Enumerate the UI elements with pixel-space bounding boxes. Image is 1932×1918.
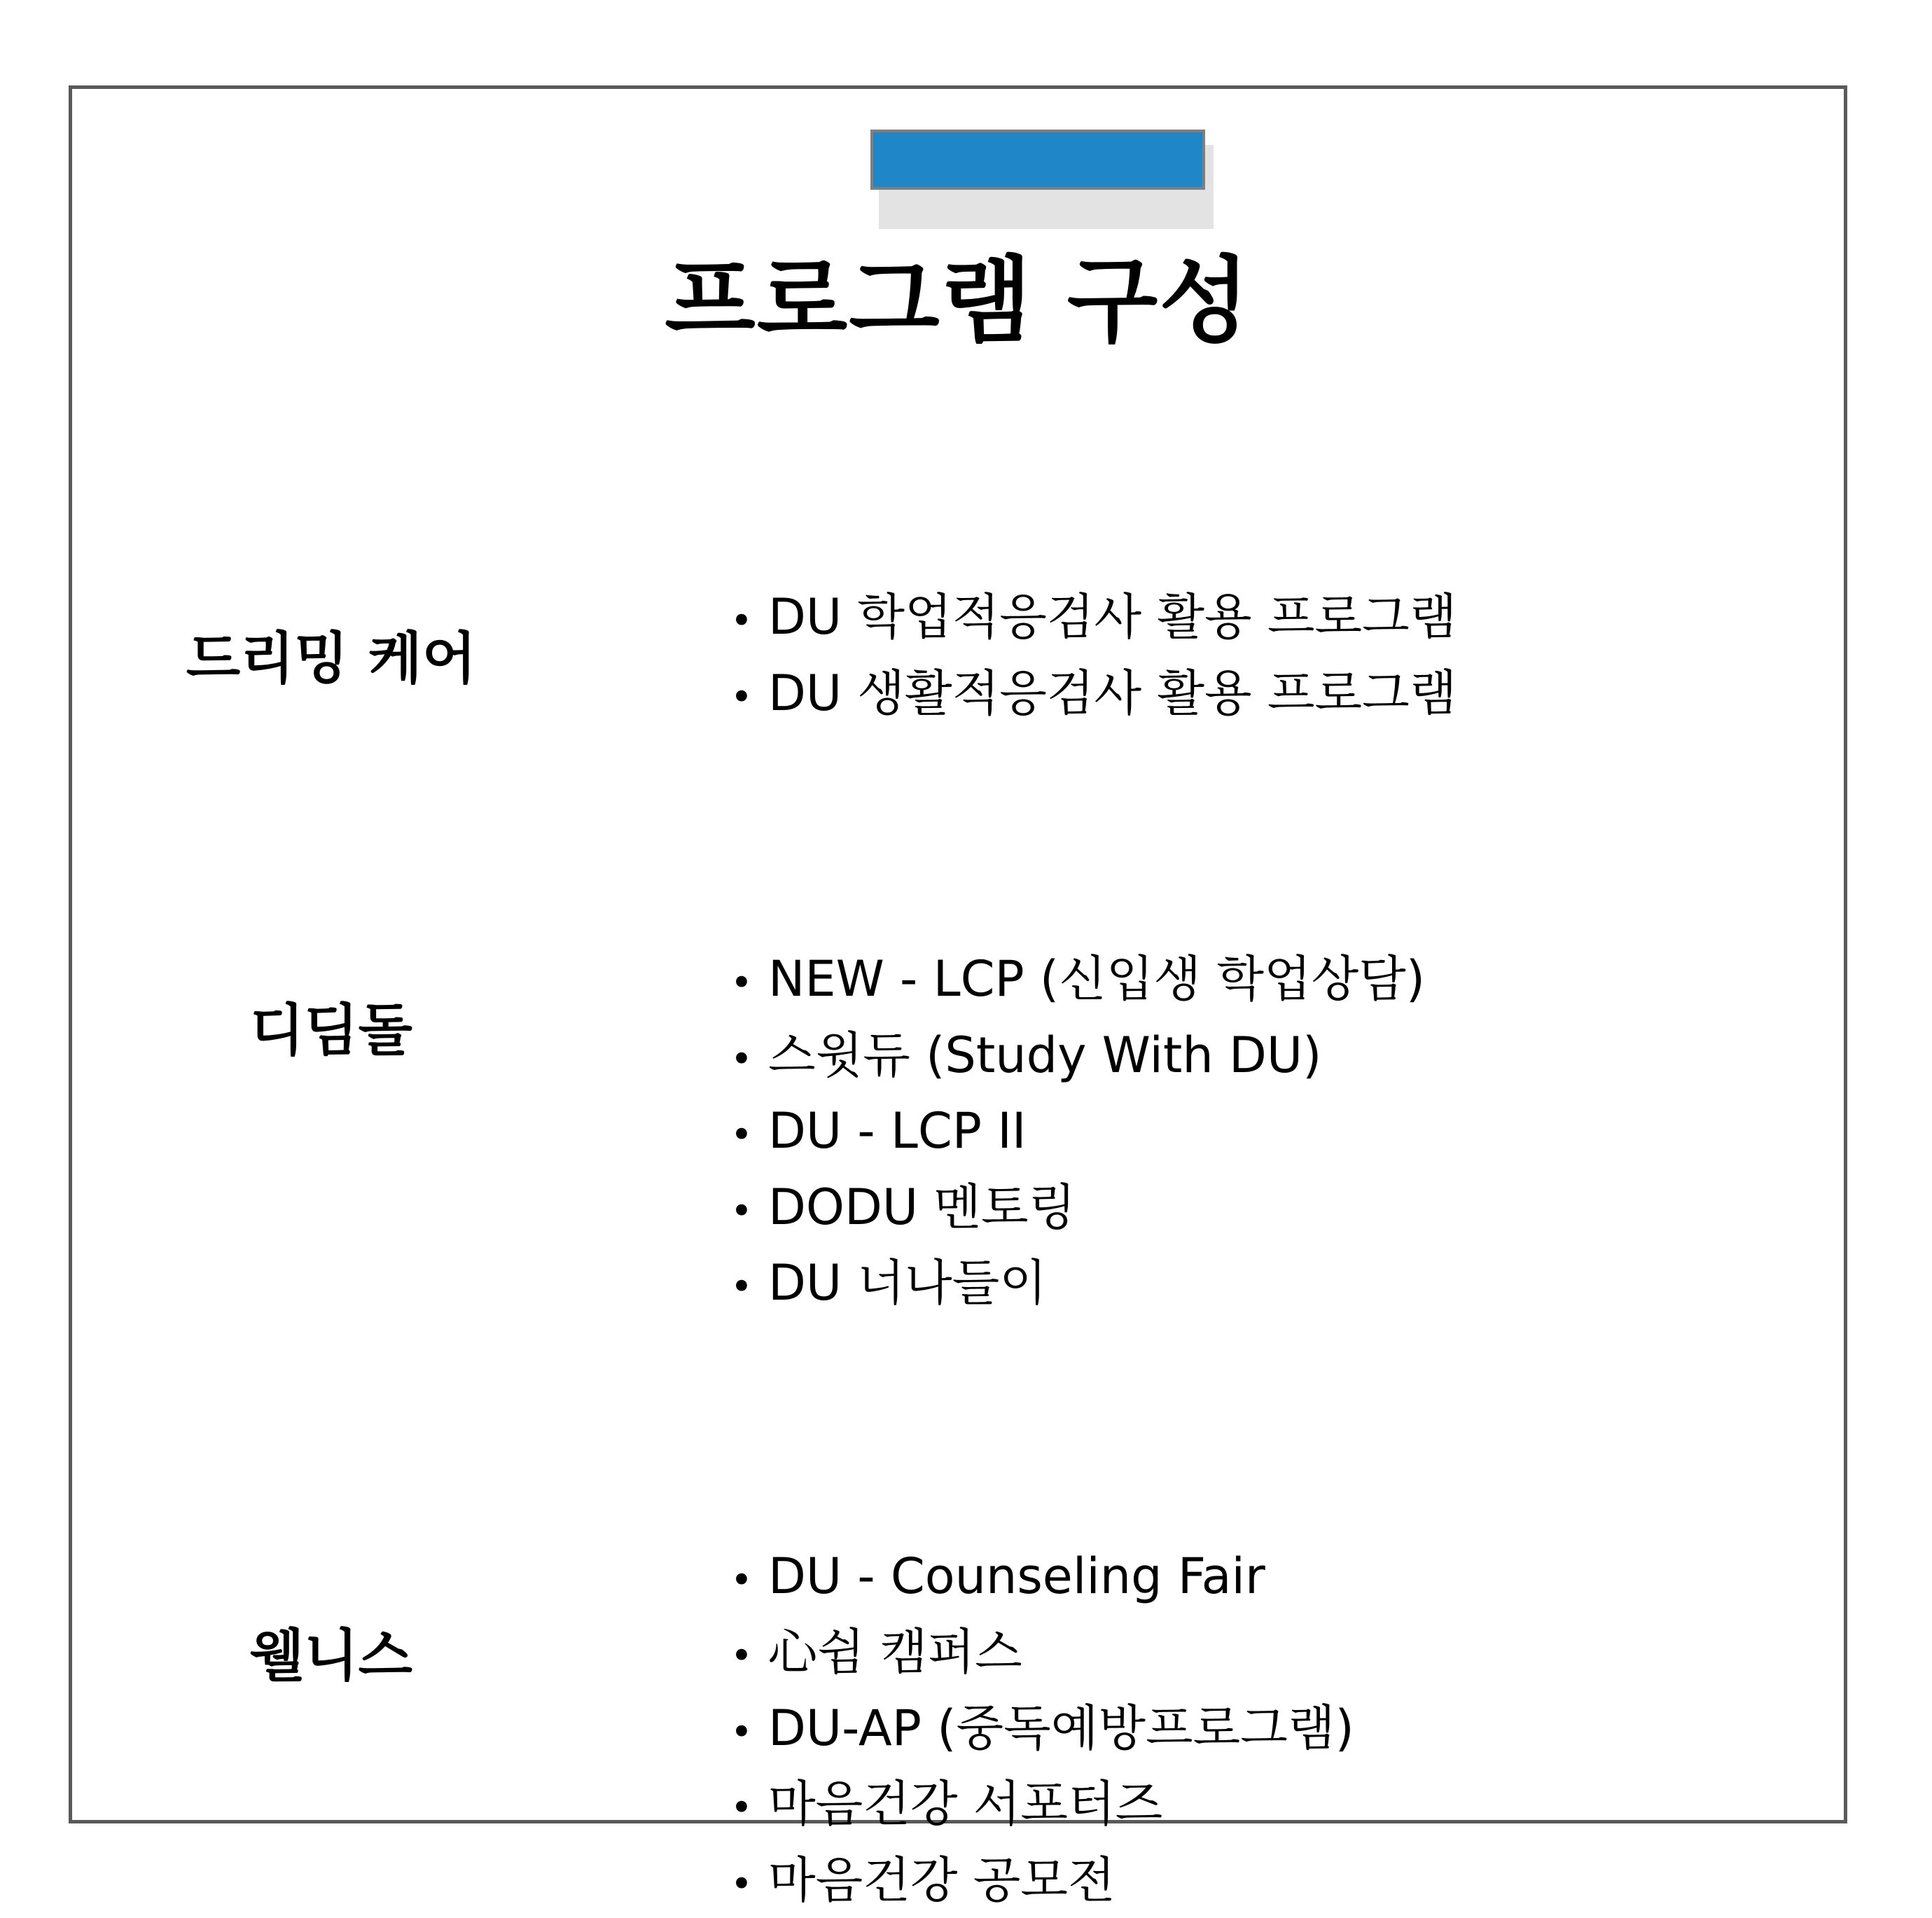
list-item bbox=[730, 1538, 1844, 1615]
list-item bbox=[730, 1245, 1844, 1321]
group-items-didimdol bbox=[618, 941, 1844, 1321]
list-item-label: DU - Counseling Fair bbox=[768, 1538, 1265, 1615]
list-item bbox=[730, 1017, 1844, 1094]
program-group-wellness bbox=[72, 1538, 1844, 1918]
tab-chip bbox=[870, 130, 1205, 190]
group-items-wellness bbox=[618, 1538, 1844, 1918]
bullet-icon: • bbox=[730, 1703, 768, 1762]
slide-frame bbox=[69, 85, 1847, 1823]
list-item bbox=[730, 1842, 1844, 1918]
bullet-icon: • bbox=[730, 1182, 768, 1241]
bullet-icon: • bbox=[730, 1106, 768, 1165]
bullet-icon: • bbox=[730, 1258, 768, 1316]
list-item-label: DU 학업적응검사 활용 프로그램 bbox=[768, 579, 1457, 655]
list-item-label: DU - LCP II bbox=[768, 1093, 1027, 1169]
bullet-icon: • bbox=[730, 1779, 768, 1837]
bullet-icon: • bbox=[730, 1627, 768, 1686]
list-item bbox=[730, 1614, 1844, 1690]
list-item-label: DU 생활적응검사 활용 프로그램 bbox=[768, 655, 1457, 732]
list-item bbox=[730, 1169, 1844, 1246]
page-title: 프로그램 구성 bbox=[72, 250, 1844, 353]
bullet-icon: • bbox=[730, 1030, 768, 1089]
list-item-label: DU-AP (중독예방프로그램) bbox=[768, 1690, 1354, 1767]
group-label-wellness: 웰니스 bbox=[72, 1538, 618, 1690]
list-item-label: NEW - LCP (신입생 학업상담) bbox=[768, 941, 1425, 1017]
list-item bbox=[730, 579, 1844, 655]
list-item-label: DODU 멘토링 bbox=[768, 1169, 1076, 1246]
program-group-didimdol bbox=[72, 941, 1844, 1321]
list-item bbox=[730, 1093, 1844, 1169]
bullet-icon: • bbox=[730, 1551, 768, 1610]
program-group-dreaming-care bbox=[72, 579, 1844, 731]
group-label-dreaming-care: 드리밍 케어 bbox=[72, 579, 618, 693]
list-item bbox=[730, 941, 1844, 1017]
bullet-icon: • bbox=[730, 668, 768, 727]
group-label-didimdol: 디딤돌 bbox=[72, 941, 618, 1064]
bullet-icon: • bbox=[730, 954, 768, 1013]
list-item-label: 心쉼 캠퍼스 bbox=[768, 1614, 1022, 1690]
program-groups bbox=[72, 579, 1844, 1918]
list-item-label: 마음건강 서포터즈 bbox=[768, 1766, 1162, 1842]
list-item-label: 스윗듀 (Study With DU) bbox=[768, 1017, 1321, 1094]
list-item-label: 마음건강 공모전 bbox=[768, 1842, 1116, 1918]
list-item bbox=[730, 1766, 1844, 1842]
list-item bbox=[730, 655, 1844, 732]
bullet-icon: • bbox=[730, 592, 768, 651]
group-items-dreaming-care bbox=[618, 579, 1844, 731]
list-item bbox=[730, 1690, 1844, 1767]
list-item-label: DU 너나들이 bbox=[768, 1245, 1047, 1321]
bullet-icon: • bbox=[730, 1855, 768, 1914]
